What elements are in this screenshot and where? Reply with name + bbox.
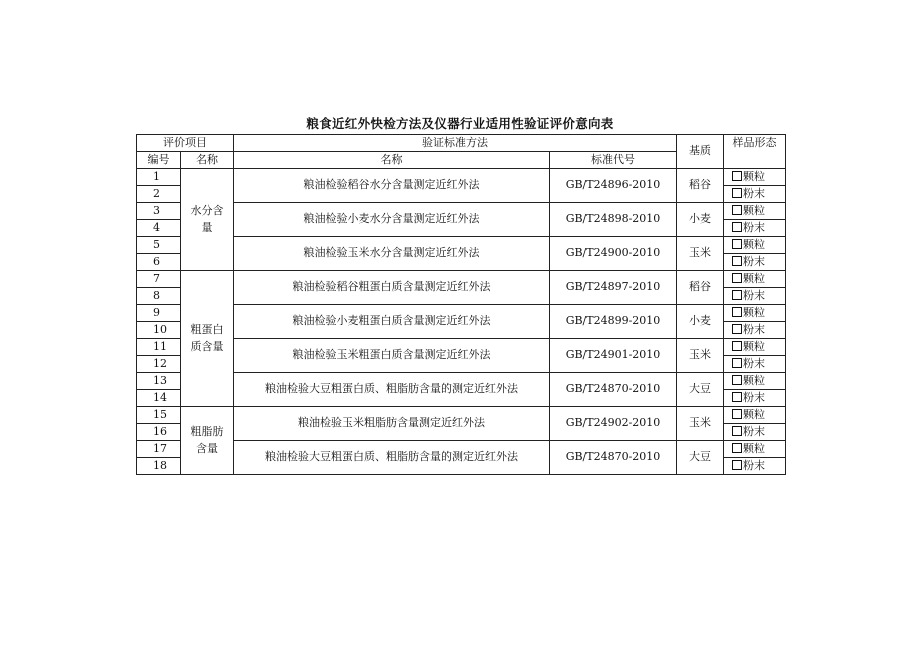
checkbox-icon[interactable] <box>732 324 742 334</box>
powder-option[interactable] <box>724 186 786 203</box>
option-label: 粉末 <box>743 322 765 336</box>
table-row <box>137 441 786 458</box>
std-code-header: 标准代号 <box>550 152 677 169</box>
std-code: GB/T24897-2010 <box>550 271 677 305</box>
checkbox-icon[interactable] <box>732 256 742 266</box>
checkbox-icon[interactable] <box>732 426 742 436</box>
row-number: 8 <box>137 288 181 305</box>
std-code: GB/T24901-2010 <box>550 339 677 373</box>
option-label: 颗粒 <box>743 237 765 251</box>
matrix-value: 大豆 <box>677 441 724 475</box>
method-name: 粮油检验大豆粗蛋白质、粗脂肪含量的测定近红外法 <box>234 441 550 475</box>
header-row-1 <box>137 135 786 152</box>
option-label: 粉末 <box>743 424 765 438</box>
powder-option[interactable] <box>724 322 786 339</box>
method-name: 粮油检验玉米粗脂肪含量测定近红外法 <box>234 407 550 441</box>
category-name: 水分含量 <box>181 169 234 271</box>
table-row <box>137 305 786 322</box>
option-label: 粉末 <box>743 220 765 234</box>
powder-option[interactable] <box>724 288 786 305</box>
row-number: 10 <box>137 322 181 339</box>
number-header: 编号 <box>137 152 181 169</box>
row-number: 16 <box>137 424 181 441</box>
granule-option[interactable] <box>724 169 786 186</box>
granule-option[interactable] <box>724 441 786 458</box>
method-name: 粮油检验稻谷水分含量测定近红外法 <box>234 169 550 203</box>
option-label: 颗粒 <box>743 407 765 421</box>
row-number: 9 <box>137 305 181 322</box>
checkbox-icon[interactable] <box>732 460 742 470</box>
std-code: GB/T24902-2010 <box>550 407 677 441</box>
method-name: 粮油检验稻谷粗蛋白质含量测定近红外法 <box>234 271 550 305</box>
std-code: GB/T24870-2010 <box>550 441 677 475</box>
matrix-value: 稻谷 <box>677 271 724 305</box>
row-number: 3 <box>137 203 181 220</box>
matrix-value: 玉米 <box>677 407 724 441</box>
std-code: GB/T24899-2010 <box>550 305 677 339</box>
checkbox-icon[interactable] <box>732 222 742 232</box>
option-label: 粉末 <box>743 390 765 404</box>
row-number: 12 <box>137 356 181 373</box>
row-number: 4 <box>137 220 181 237</box>
table-row <box>137 271 786 288</box>
option-label: 颗粒 <box>743 339 765 353</box>
evaluation-table <box>136 134 786 475</box>
checkbox-icon[interactable] <box>732 307 742 317</box>
row-number: 6 <box>137 254 181 271</box>
checkbox-icon[interactable] <box>732 273 742 283</box>
row-number: 11 <box>137 339 181 356</box>
granule-option[interactable] <box>724 373 786 390</box>
method-name: 粮油检验大豆粗蛋白质、粗脂肪含量的测定近红外法 <box>234 373 550 407</box>
granule-option[interactable] <box>724 271 786 288</box>
sample-form-header: 样品形态 <box>724 135 786 169</box>
granule-option[interactable] <box>724 237 786 254</box>
std-code: GB/T24900-2010 <box>550 237 677 271</box>
method-name: 粮油检验玉米水分含量测定近红外法 <box>234 237 550 271</box>
powder-option[interactable] <box>724 458 786 475</box>
std-code: GB/T24898-2010 <box>550 203 677 237</box>
method-name: 粮油检验小麦粗蛋白质含量测定近红外法 <box>234 305 550 339</box>
option-label: 颗粒 <box>743 305 765 319</box>
option-label: 颗粒 <box>743 441 765 455</box>
option-label: 粉末 <box>743 288 765 302</box>
granule-option[interactable] <box>724 407 786 424</box>
powder-option[interactable] <box>724 254 786 271</box>
checkbox-icon[interactable] <box>732 409 742 419</box>
checkbox-icon[interactable] <box>732 392 742 402</box>
method-name: 粮油检验小麦水分含量测定近红外法 <box>234 203 550 237</box>
granule-option[interactable] <box>724 305 786 322</box>
granule-option[interactable] <box>724 339 786 356</box>
checkbox-icon[interactable] <box>732 171 742 181</box>
row-number: 15 <box>137 407 181 424</box>
row-number: 18 <box>137 458 181 475</box>
table-row <box>137 373 786 390</box>
row-number: 14 <box>137 390 181 407</box>
eval-item-header: 评价项目 <box>137 135 234 152</box>
std-method-header: 验证标准方法 <box>234 135 677 152</box>
table-row <box>137 237 786 254</box>
matrix-value: 玉米 <box>677 237 724 271</box>
table-row <box>137 169 786 186</box>
powder-option[interactable] <box>724 390 786 407</box>
row-number: 7 <box>137 271 181 288</box>
name-header: 名称 <box>181 152 234 169</box>
option-label: 颗粒 <box>743 169 765 183</box>
option-label: 粉末 <box>743 458 765 472</box>
powder-option[interactable] <box>724 424 786 441</box>
checkbox-icon[interactable] <box>732 341 742 351</box>
matrix-value: 大豆 <box>677 373 724 407</box>
matrix-header: 基质 <box>677 135 724 169</box>
checkbox-icon[interactable] <box>732 188 742 198</box>
row-number: 5 <box>137 237 181 254</box>
table-row <box>137 339 786 356</box>
category-name: 粗脂肪含量 <box>181 407 234 475</box>
granule-option[interactable] <box>724 203 786 220</box>
std-code: GB/T24870-2010 <box>550 373 677 407</box>
page-title: 粮食近红外快检方法及仪器行业适用性验证评价意向表 <box>306 116 614 131</box>
matrix-value: 小麦 <box>677 305 724 339</box>
checkbox-icon[interactable] <box>732 358 742 368</box>
matrix-value: 稻谷 <box>677 169 724 203</box>
powder-option[interactable] <box>724 356 786 373</box>
category-name: 粗蛋白质含量 <box>181 271 234 407</box>
row-number: 1 <box>137 169 181 186</box>
matrix-value: 玉米 <box>677 339 724 373</box>
option-label: 颗粒 <box>743 271 765 285</box>
std-code: GB/T24896-2010 <box>550 169 677 203</box>
option-label: 粉末 <box>743 186 765 200</box>
row-number: 13 <box>137 373 181 390</box>
checkbox-icon[interactable] <box>732 443 742 453</box>
powder-option[interactable] <box>724 220 786 237</box>
method-name-header: 名称 <box>234 152 550 169</box>
option-label: 粉末 <box>743 356 765 370</box>
checkbox-icon[interactable] <box>732 375 742 385</box>
row-number: 17 <box>137 441 181 458</box>
table-row <box>137 407 786 424</box>
method-name: 粮油检验玉米粗蛋白质含量测定近红外法 <box>234 339 550 373</box>
table-row <box>137 203 786 220</box>
option-label: 颗粒 <box>743 203 765 217</box>
option-label: 粉末 <box>743 254 765 268</box>
checkbox-icon[interactable] <box>732 239 742 249</box>
checkbox-icon[interactable] <box>732 290 742 300</box>
matrix-value: 小麦 <box>677 203 724 237</box>
checkbox-icon[interactable] <box>732 205 742 215</box>
row-number: 2 <box>137 186 181 203</box>
option-label: 颗粒 <box>743 373 765 387</box>
